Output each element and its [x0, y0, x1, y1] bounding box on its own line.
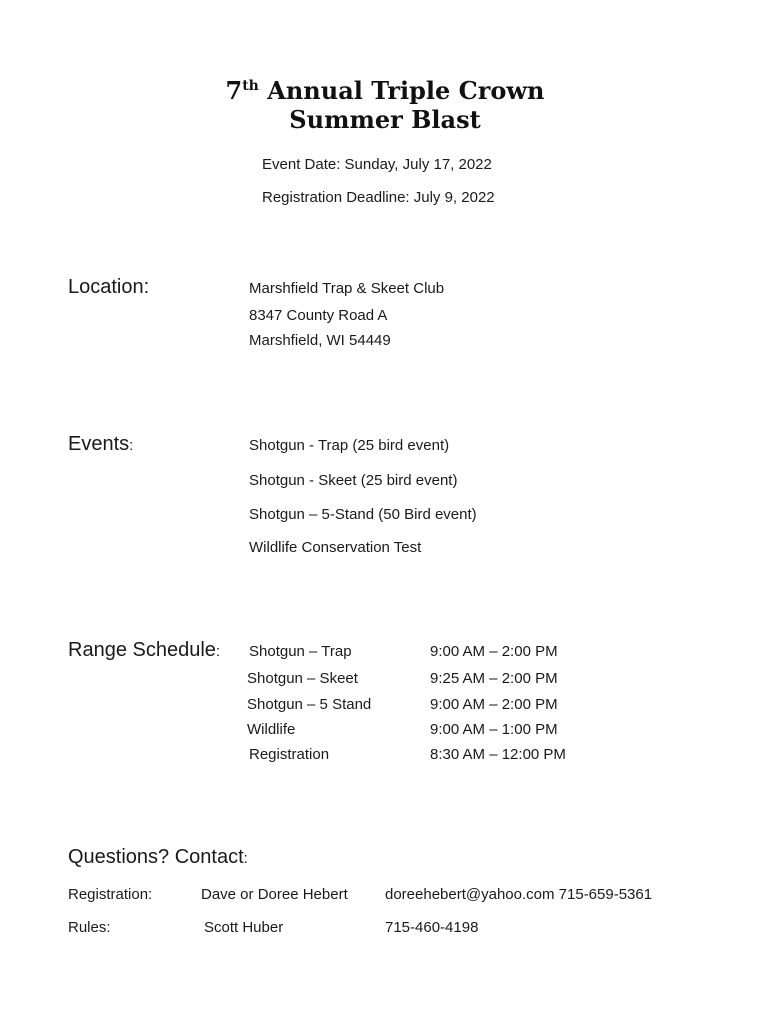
title-number: 7 [225, 76, 243, 105]
location-line: 8347 County Road A [249, 307, 388, 324]
range-schedule-label [68, 639, 220, 662]
contact-role: Rules: [68, 919, 111, 936]
schedule-event-name: Shotgun – Trap [249, 643, 352, 660]
location-label: Location: [68, 276, 150, 298]
title-line-2: Summer Blast [289, 105, 481, 134]
title-line-1 [0, 76, 770, 105]
contact-label [68, 846, 248, 869]
schedule-event-time: 9:00 AM – 2:00 PM [430, 643, 558, 660]
contact-name: Scott Huber [204, 919, 284, 936]
schedule-event-time: 9:00 AM – 2:00 PM [430, 696, 558, 713]
title-text: Annual Triple Crown [267, 76, 545, 105]
events-label-text: Events [68, 433, 130, 455]
contact-role: Registration: [68, 886, 153, 903]
event-item: Shotgun - Skeet (25 bird event) [249, 472, 458, 489]
event-item: Shotgun - Trap (25 bird event) [249, 437, 450, 454]
schedule-event-time: 8:30 AM – 12:00 PM [430, 746, 566, 763]
schedule-event-name: Shotgun – 5 Stand [247, 696, 372, 713]
events-label [68, 433, 133, 456]
range-schedule-label-colon: : [215, 643, 221, 660]
contact-info: doreehebert@yahoo.com 715-659-5361 [385, 886, 653, 903]
schedule-event-time: 9:25 AM – 2:00 PM [430, 670, 558, 687]
event-item: Wildlife Conservation Test [249, 539, 422, 556]
event-item: Shotgun – 5-Stand (50 Bird event) [249, 506, 477, 523]
schedule-event-name: Shotgun – Skeet [247, 670, 358, 687]
event-date: Event Date: Sunday, July 17, 2022 [262, 156, 492, 173]
contact-name: Dave or Doree Hebert [201, 886, 348, 903]
contact-label-colon: : [243, 850, 248, 867]
schedule-event-name: Wildlife [247, 721, 296, 738]
location-line: Marshfield Trap & Skeet Club [249, 280, 445, 297]
schedule-event-time: 9:00 AM – 1:00 PM [430, 721, 558, 738]
title-ordinal-suffix: th [242, 78, 259, 94]
events-label-colon: : [129, 437, 134, 454]
range-schedule-label-text: Range Schedule [68, 639, 216, 661]
contact-info: 715-460-4198 [385, 919, 479, 936]
schedule-event-name: Registration [249, 746, 330, 763]
contact-label-text: Questions? Contact [68, 846, 244, 868]
registration-deadline: Registration Deadline: July 9, 2022 [262, 189, 495, 206]
location-line: Marshfield, WI 54449 [249, 332, 391, 349]
